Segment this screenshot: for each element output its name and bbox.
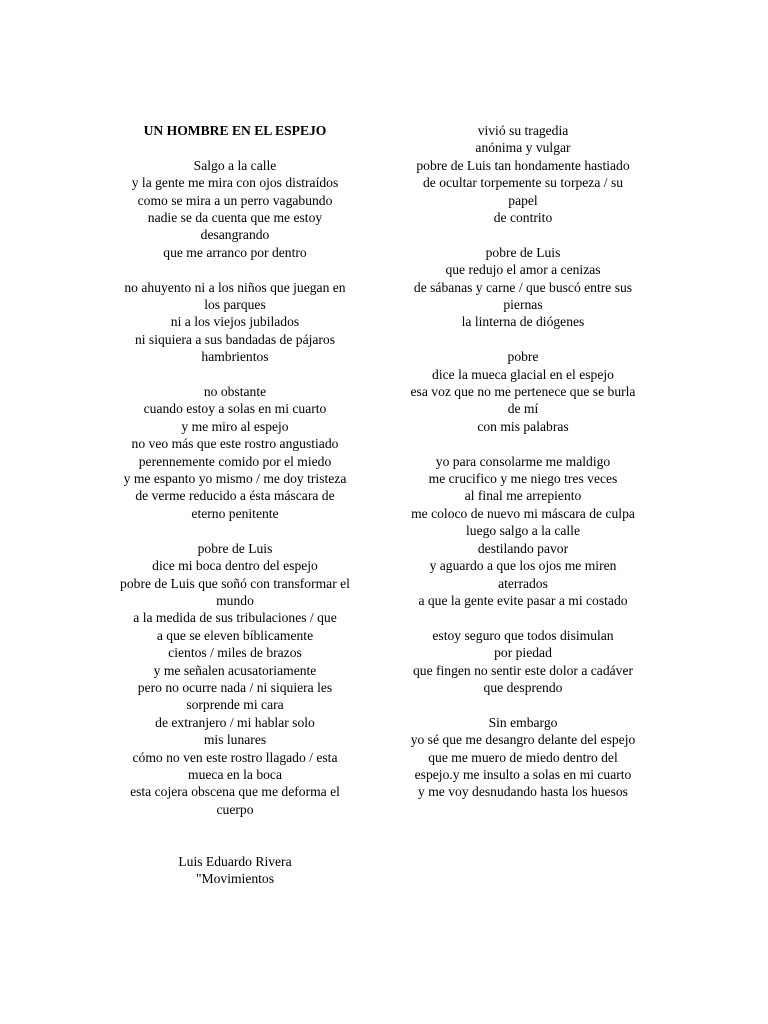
stanza xyxy=(402,714,644,801)
poem-line: cómo no ven este rostro llagado / esta xyxy=(132,749,338,765)
poem-line: al final me arrepiento xyxy=(464,488,582,504)
poem-line: dice mi boca dentro del espejo xyxy=(152,558,318,574)
poem-line: la linterna de diógenes xyxy=(461,314,585,330)
poem-line: pobre de Luis xyxy=(197,540,273,556)
stanza xyxy=(402,122,644,226)
poem-line: no ahuyento ni a los niños que juegan en xyxy=(124,279,346,295)
poem-line: que fingen no sentir este dolor a cadáver xyxy=(412,662,634,678)
stanza xyxy=(100,383,370,522)
poem-line: hambrientos xyxy=(201,349,269,365)
poem-line: de verme reducido a ésta máscara de xyxy=(135,488,335,504)
poem-line: y me señalen acusatoriamente xyxy=(153,662,317,678)
poem-line: como se mira a un perro vagabundo xyxy=(137,192,333,208)
poem-line: yo para consolarme me maldigo xyxy=(435,453,611,469)
poem-line: de extranjero / mi hablar solo xyxy=(155,714,315,730)
poem-line: cuando estoy a solas en mi cuarto xyxy=(143,401,327,417)
book-title: "Movimientos xyxy=(195,871,275,887)
poem-line: Sin embargo xyxy=(488,714,558,730)
poem-line: mueca en la boca xyxy=(188,766,282,782)
poem-line: pobre de Luis que soñó con transformar el xyxy=(120,575,350,591)
stanza xyxy=(402,627,644,697)
poem-line: ni a los viejos jubilados xyxy=(170,314,300,330)
poem-line: de sábanas y carne / que buscó entre sus xyxy=(413,279,633,295)
poem-line: mis lunares xyxy=(203,732,267,748)
poem-line: los parques xyxy=(204,297,266,313)
stanza xyxy=(100,540,370,819)
stanza xyxy=(100,279,370,366)
right-column xyxy=(402,122,644,818)
poem-line: perennemente comido por el miedo xyxy=(138,453,332,469)
poem-line: que redujo el amor a cenizas xyxy=(445,262,601,278)
poem-line: pobre de Luis xyxy=(485,244,561,260)
poem-line: pobre de Luis tan hondamente hastiado xyxy=(416,157,630,173)
poem-line: a que se eleven bíblicamente xyxy=(156,627,314,643)
poem-line: que desprendo xyxy=(483,679,563,695)
poem-line: estoy seguro que todos disimulan xyxy=(432,627,614,643)
signature xyxy=(100,853,370,888)
author-name: Luis Eduardo Rivera xyxy=(178,853,292,869)
poem-line: cuerpo xyxy=(216,801,254,817)
poem-line: papel xyxy=(508,192,538,208)
stanza xyxy=(402,348,644,435)
poem-line: y me miro al espejo xyxy=(181,418,289,434)
poem-line: por piedad xyxy=(494,645,552,661)
poem-title: UN HOMBRE EN EL ESPEJO xyxy=(143,123,327,138)
poem-line: eterno penitente xyxy=(191,505,279,521)
left-column xyxy=(100,122,370,888)
poem-line: sorprende mi cara xyxy=(186,697,284,713)
poem-line: ni siquiera a sus bandadas de pájaros xyxy=(134,331,336,347)
poem-line: yo sé que me desangro delante del espejo xyxy=(410,732,636,748)
poem-line: luego salgo a la calle xyxy=(466,523,580,539)
poem-line: y la gente me mira con ojos distraídos xyxy=(131,175,339,191)
poem-line: esa voz que no me pertenece que se burla xyxy=(410,384,636,400)
poem-line: esta cojera obscena que me deforma el xyxy=(130,784,340,800)
right-stanzas xyxy=(402,122,644,801)
poem-line: piernas xyxy=(503,297,543,313)
poem-line: cientos / miles de brazos xyxy=(168,645,302,661)
poem-line: Salgo a la calle xyxy=(193,157,277,173)
poem-line: vivió su tragedia xyxy=(477,123,569,138)
poem-line: de contrito xyxy=(493,210,553,226)
poem-line: desangrando xyxy=(200,227,270,243)
poem-line: dice la mueca glacial en el espejo xyxy=(432,366,614,382)
poem-line: nadie se da cuenta que me estoy xyxy=(147,210,323,226)
poem-line: y me voy desnudando hasta los huesos xyxy=(418,784,628,800)
poem-line: mundo xyxy=(216,592,254,608)
poem-line: aterrados xyxy=(498,575,548,591)
poem-line: a que la gente evite pasar a mi costado xyxy=(418,592,628,608)
poem-line: anónima y vulgar xyxy=(475,140,571,156)
poem-line: a la medida de sus tribulaciones / que xyxy=(133,610,337,626)
poem-line: que me muero de miedo dentro del xyxy=(428,749,618,765)
poem-line: no veo más que este rostro angustiado xyxy=(131,436,339,452)
poem-line: con mis palabras xyxy=(477,418,569,434)
poem-line: no obstante xyxy=(203,384,267,400)
poem-line: y me espanto yo mismo / me doy tristeza xyxy=(123,471,347,487)
poem-line: destilando pavor xyxy=(477,540,569,556)
poem-line: y aguardo a que los ojos me miren xyxy=(429,558,617,574)
poem-line: de mí xyxy=(507,401,539,417)
poem-line: pobre xyxy=(507,349,539,365)
poem-line: pero no ocurre nada / ni siquiera les xyxy=(137,679,333,695)
stanza xyxy=(402,244,644,331)
left-stanzas xyxy=(100,157,370,818)
poem-line: de ocultar torpemente su torpeza / su xyxy=(422,175,624,191)
poem-line: que me arranco por dentro xyxy=(163,244,307,260)
poem-line: me coloco de nuevo mi máscara de culpa xyxy=(411,505,635,521)
stanza xyxy=(402,453,644,610)
poem-line: espejo.y me insulto a solas en mi cuarto xyxy=(414,766,632,782)
poem-line: me crucifico y me niego tres veces xyxy=(428,471,618,487)
stanza xyxy=(100,157,370,261)
